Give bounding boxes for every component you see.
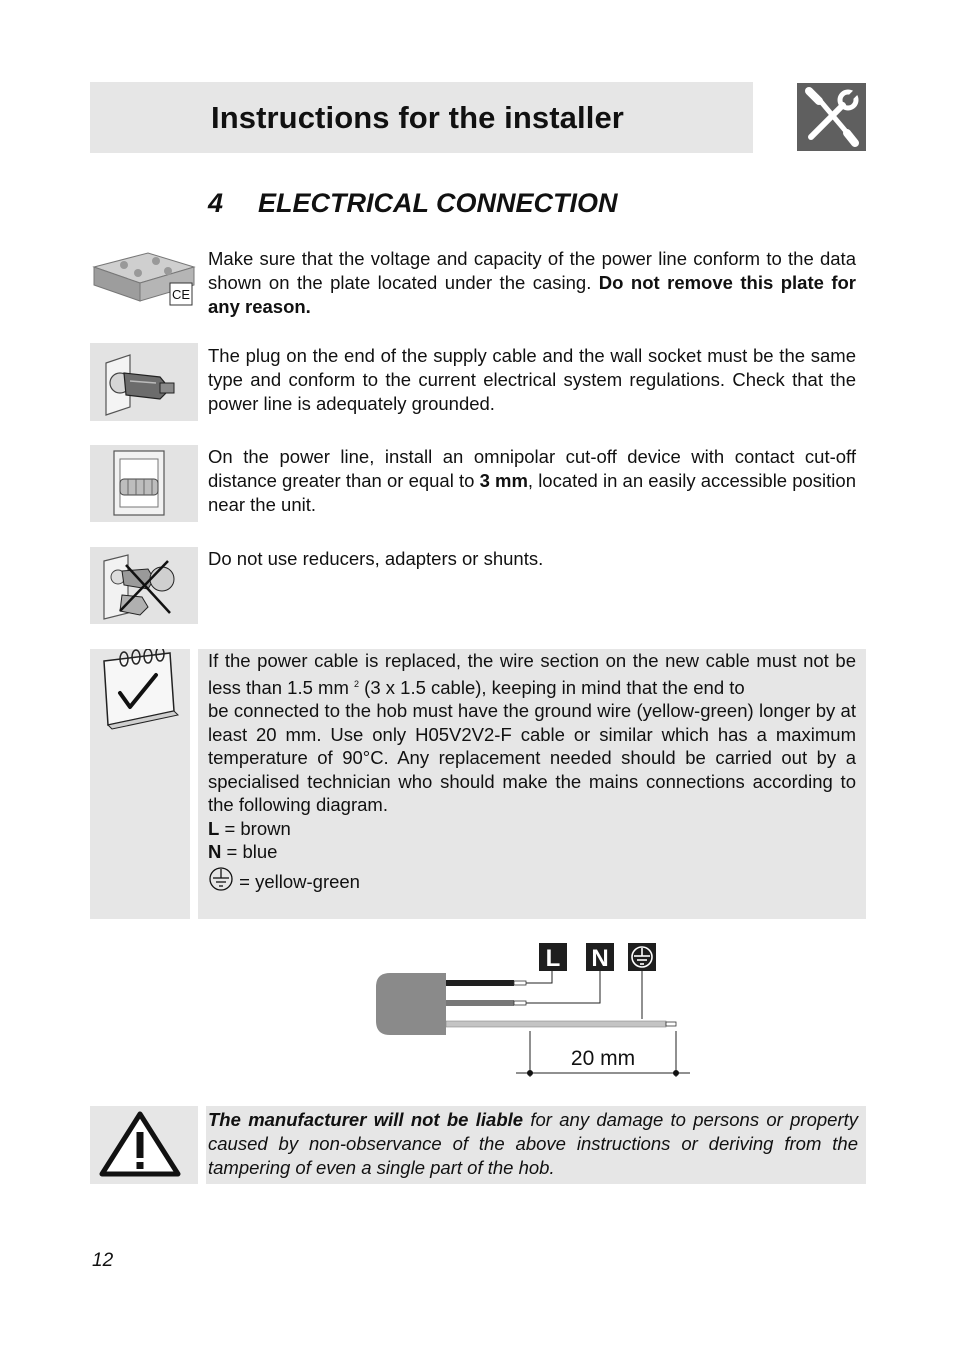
no-adapters-paragraph: Do not use reducers, adapters or shunts. [208, 548, 544, 569]
page-title: Instructions for the installer [211, 100, 624, 135]
no-adapters-icon [90, 547, 198, 624]
ground-symbol-icon [628, 943, 656, 971]
voltage-bold: Do not remove this plate for any reason. [208, 272, 857, 317]
dimension-label: 20 mm [570, 1047, 636, 1070]
warning-bold: The manufacturer will not be liable [208, 1109, 524, 1130]
page-number: 12 [92, 1250, 114, 1271]
plug-paragraph: The plug on the end of the supply cable and the wall socket must be the same type and conform to the current electrical system regulations. Check that the power line is adequately grounded. [208, 345, 856, 414]
legend-value-yellow-green: = yellow-green [234, 870, 360, 892]
note-text [208, 649, 856, 893]
ground-symbol-icon [208, 866, 234, 892]
wire-yellow-green [446, 1021, 666, 1027]
cutoff-text-before: On the power line, install an omnipolar cut-off device with contact cut-off distance greater than or equal to [208, 446, 856, 491]
legend-blue [208, 840, 856, 864]
cutoff-distance: 3 mm [479, 470, 528, 491]
legend-value-brown: = brown [219, 817, 291, 839]
wire-blue [446, 1000, 514, 1006]
warning-triangle-icon [90, 1106, 206, 1184]
note-line-2: be connected to the hob must have the ground wire (yellow-green) longer by at least 20 mm. Use only H05V2V2-F cable or similar which has a maximum temperature of 90°C. Any replacement needed should be carried out by a specialised technician who should make the mains connections according to the following diagram. [208, 700, 856, 816]
note-line-1 [208, 649, 856, 699]
note-line-1-after: (3 x 1.5 cable), keeping in mind that the end to [359, 676, 745, 698]
cable-replacement-note [90, 649, 866, 919]
legend-key-n: N [208, 841, 222, 863]
plug-socket-icon [90, 343, 198, 421]
section-heading: ELECTRICAL CONNECTION [258, 188, 618, 218]
cable-sheath [376, 973, 446, 1035]
label-l: L [545, 945, 561, 972]
header-bar [90, 82, 753, 153]
legend-key-l: L [208, 817, 220, 839]
cutoff-paragraph [208, 445, 856, 517]
wire-brown [446, 980, 514, 986]
wiring-diagram [370, 935, 700, 1090]
legend-brown [208, 817, 856, 841]
notepad-check-icon [90, 649, 198, 919]
rating-plate-icon [90, 245, 198, 311]
plate-ce-mark: CE [171, 287, 191, 302]
section-title [208, 188, 618, 219]
note-superscript: 2 [354, 678, 360, 689]
label-n: N [591, 945, 609, 972]
voltage-paragraph [208, 247, 856, 319]
warning-text [208, 1108, 858, 1180]
legend-value-blue: = blue [221, 841, 278, 863]
cutoff-switch-icon [90, 445, 198, 522]
section-number: 4 [208, 188, 224, 218]
cutoff-text-after: , located in an easily accessible position near the unit. [208, 470, 856, 515]
liability-warning [90, 1106, 866, 1184]
warning-body: for any damage to persons or property caused by non-observance of the above instructions or deriving from the tampering of even a single part of the hob. [208, 1109, 859, 1178]
wrench-screwdriver-icon [797, 83, 866, 151]
note-line-1-before: If the power cable is replaced, the wire section on the new cable must not be less than 1.5 mm [208, 650, 856, 698]
voltage-text: Make sure that the voltage and capacity of the power line conform to the data shown on the plate located under the casing. [208, 248, 856, 293]
legend-ground [208, 866, 856, 894]
